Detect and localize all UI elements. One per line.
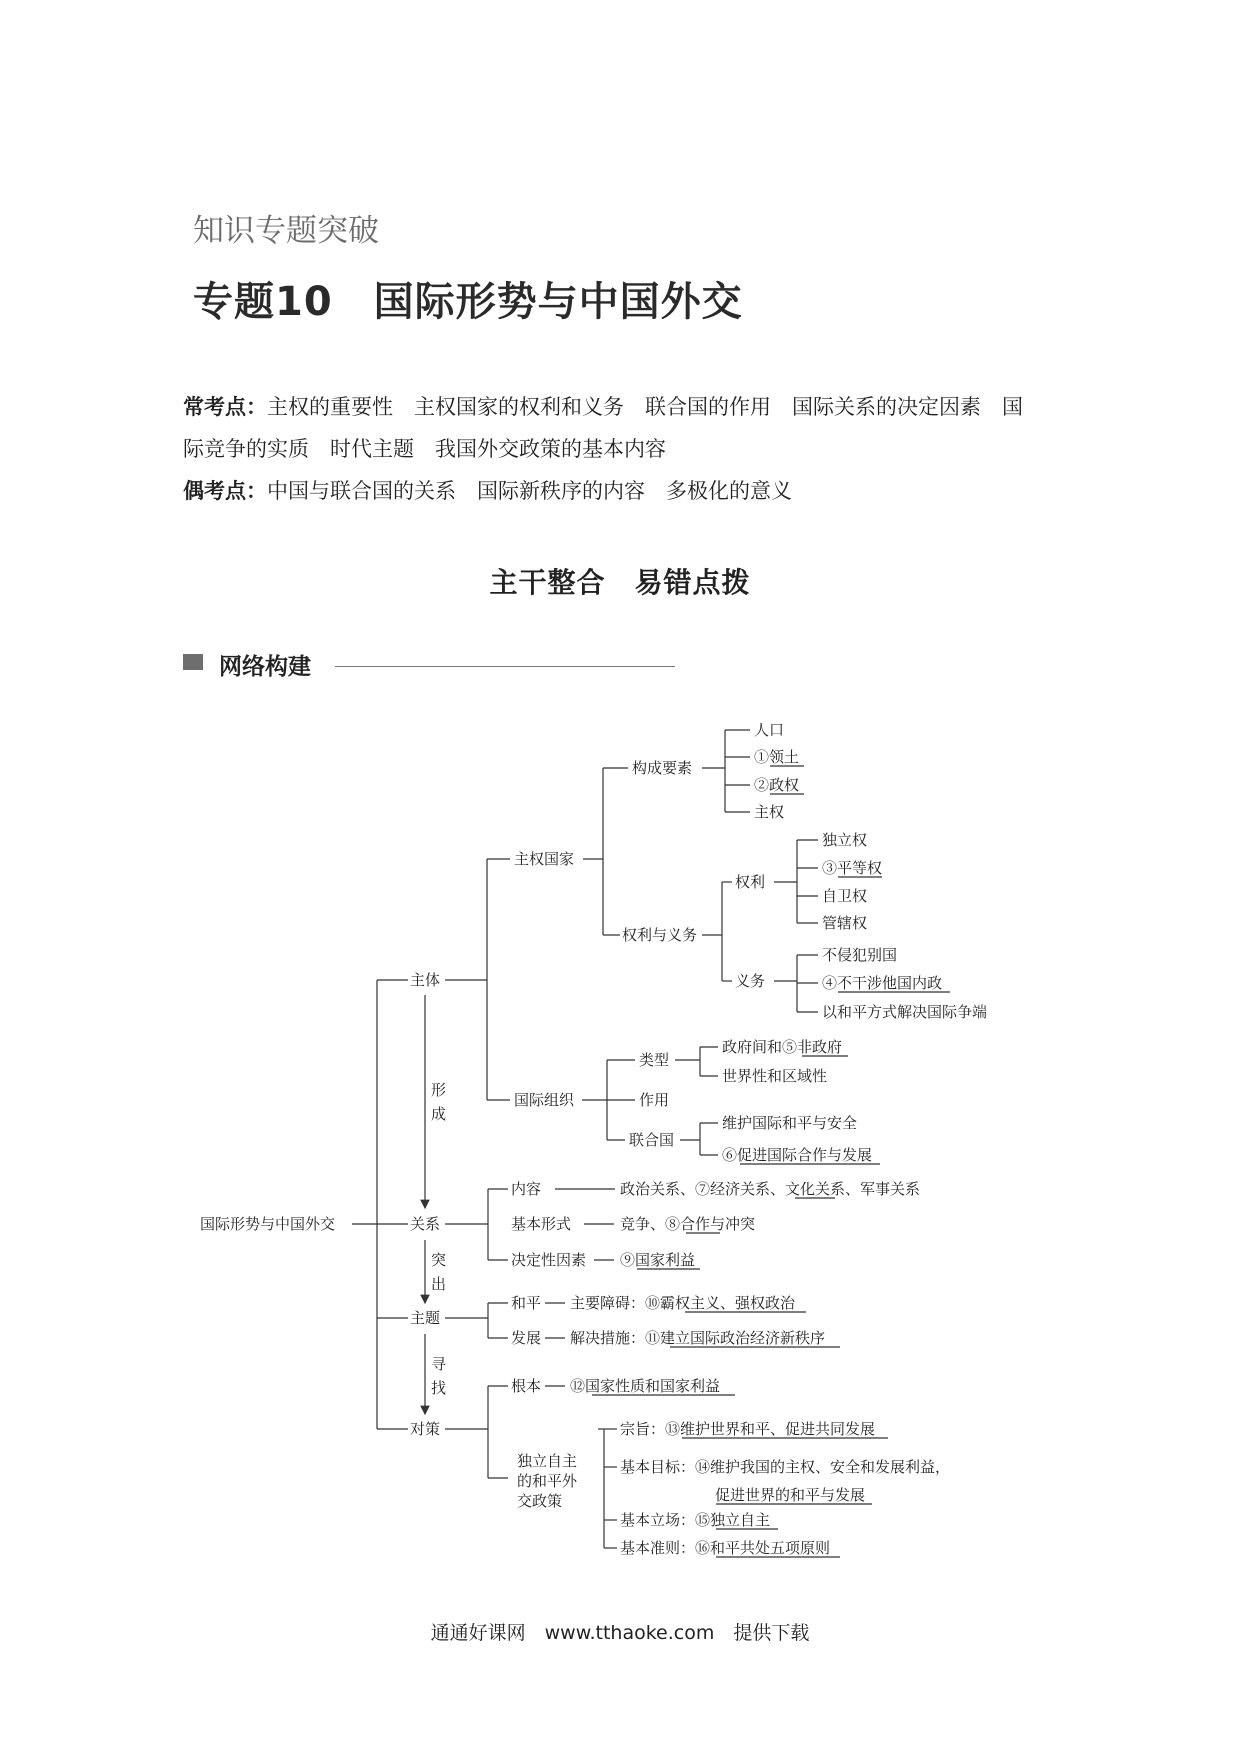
network-heading: 网络构建: [219, 654, 311, 680]
policy-purpose: 宗旨：⑬维护世界和平、促进共同发展: [620, 1420, 876, 1438]
right-jurisdiction: 管辖权: [822, 914, 868, 932]
node-decisive: 决定性因素: [511, 1251, 587, 1269]
node-un: 联合国: [629, 1131, 675, 1149]
node-basic-form: 基本形式: [511, 1215, 572, 1233]
arrow-label-form-2: 成: [431, 1105, 447, 1123]
node-independent-3: 交政策: [517, 1492, 563, 1510]
frequent-label: 常考点：: [183, 395, 267, 419]
page-title: 专题10 国际形势与中国外交: [193, 279, 743, 325]
duty-peaceful: 以和平方式解决国际争端: [822, 1003, 988, 1021]
content-detail: 政治关系、⑦经济关系、文化关系、军事关系: [620, 1180, 921, 1198]
root-basis-detail: ⑫国家性质和国家利益: [570, 1377, 721, 1395]
type-world: 世界性和区域性: [722, 1067, 828, 1085]
right-independence: 独立权: [822, 831, 868, 849]
node-elements: 构成要素: [632, 759, 693, 777]
element-sovereignty: 主权: [754, 803, 785, 821]
basic-form-detail: 竞争、⑧合作与冲突: [620, 1215, 756, 1233]
node-development: 发展: [511, 1329, 542, 1347]
node-peace: 和平: [511, 1294, 542, 1312]
node-role: 作用: [639, 1091, 670, 1109]
node-sovereign-state: 主权国家: [514, 850, 575, 868]
arrow-label-stand-2: 出: [431, 1275, 447, 1293]
node-intl-org: 国际组织: [514, 1091, 575, 1109]
node-rights-duties: 权利与义务: [622, 926, 698, 944]
page-subtitle: 知识专题突破: [193, 213, 379, 249]
duty-no-invade: 不侵犯别国: [822, 946, 898, 964]
frequent-text: 主权的重要性 主权国家的权利和义务 联合国的作用 国际关系的决定因素 国: [267, 395, 1023, 419]
section-title: 主干整合 易错点拨: [489, 566, 751, 599]
node-policy: 对策: [410, 1420, 441, 1438]
node-duties: 义务: [735, 972, 766, 990]
node-root-basis: 根本: [511, 1377, 542, 1395]
element-population: 人口: [754, 721, 785, 739]
peace-detail: 主要障碍：⑩霸权主义、强权政治: [570, 1294, 796, 1312]
node-content: 内容: [511, 1180, 542, 1198]
node-independent-2: 的和平外: [517, 1472, 578, 1490]
arrow-label-stand-1: 突: [431, 1251, 447, 1269]
occasional-text: 中国与联合国的关系 国际新秩序的内容 多极化的意义: [267, 479, 792, 503]
node-types: 类型: [639, 1051, 670, 1069]
policy-stance: 基本立场：⑮独立自主: [620, 1511, 771, 1529]
page-footer: 通通好课网 www.tthaoke.com 提供下载: [430, 1622, 810, 1644]
decisive-detail: ⑨国家利益: [620, 1251, 696, 1269]
right-equality: ③平等权: [822, 859, 883, 877]
arrow-label-seek-1: 寻: [431, 1355, 447, 1373]
arrow-label-seek-2: 找: [431, 1379, 447, 1397]
node-subject: 主体: [410, 971, 441, 989]
policy-goal-1: 基本目标：⑭维护我国的主权、安全和发展利益，: [620, 1458, 951, 1476]
development-detail: 解决措施：⑪建立国际政治经济新秩序: [570, 1329, 826, 1347]
element-regime: ②政权: [754, 776, 800, 794]
root-node: 国际形势与中国外交: [200, 1215, 336, 1233]
occasional-label: 偶考点：: [183, 479, 267, 503]
duty-no-interfere: ④不干涉他国内政: [822, 974, 943, 992]
node-theme: 主题: [410, 1309, 441, 1327]
node-relation: 关系: [410, 1215, 441, 1233]
type-gov: 政府间和⑤非政府: [722, 1038, 843, 1056]
element-territory: ①领土: [754, 748, 800, 766]
arrow-label-form-1: 形: [431, 1081, 447, 1099]
frequent-points-line2: 际竞争的实质 时代主题 我国外交政策的基本内容: [183, 437, 666, 461]
un-coop: ⑥促进国际合作与发展: [722, 1146, 873, 1164]
un-peace: 维护国际和平与安全: [722, 1114, 858, 1132]
node-independent-1: 独立自主: [517, 1452, 578, 1470]
policy-principle: 基本准则：⑯和平共处五项原则: [620, 1539, 831, 1557]
policy-goal-2: 促进世界的和平与发展: [715, 1486, 866, 1504]
right-selfdefense: 自卫权: [822, 887, 868, 905]
node-rights: 权利: [735, 873, 766, 891]
